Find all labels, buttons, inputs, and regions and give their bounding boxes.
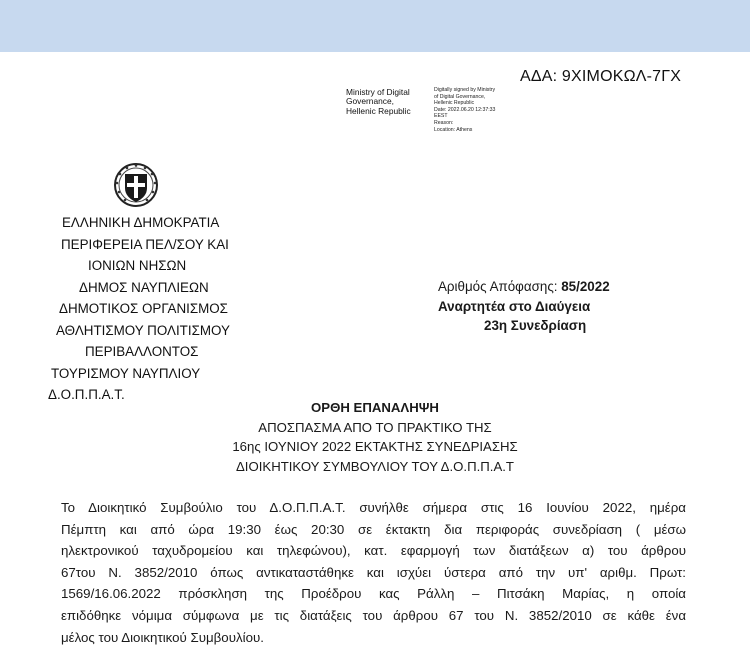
issuer-block (48, 212, 268, 406)
digital-signature-details (434, 87, 534, 133)
digital-signature-signer (346, 88, 430, 116)
signer-line: Governance, (346, 96, 394, 107)
document-subtitle-line: 16ης ΙΟΥΝΙΟΥ 2022 ΕΚΤΑΚΤΗΣ ΣΥΝΕΔΡΙΑΣΗΣ (232, 439, 518, 455)
issuer-line: ΠΕΡΙΦΕΡΕΙΑ ΠΕΛ/ΣΟΥ ΚΑΙ (61, 236, 229, 252)
body-line: επιδόθηκε νόμιμα σύμφωνα με τις διατάξεις του άρθρου 67 του Ν. 3852/2010 σε κάθε ένα (61, 607, 686, 623)
issuer-line: ΤΟΥΡΙΣΜΟΥ ΝΑΥΠΛΙΟΥ (51, 365, 201, 381)
issuer-line: ΙΟΝΙΩΝ ΝΗΣΩΝ (88, 258, 187, 273)
session-number: 23η Συνεδρίαση (484, 318, 587, 333)
document-top-bar (0, 0, 750, 52)
decision-number-label: Αριθμός Απόφασης: (438, 279, 558, 294)
body-paragraph (61, 497, 686, 648)
body-line: 1569/16.06.2022 πρόσκληση της Προέδρου κας Ράλλη – Πιτσάκη Μαρίας, η οποία (61, 586, 686, 602)
signer-line: Hellenic Republic (346, 105, 411, 116)
issuer-line: ΕΛΛΗΝΙΚΗ ΔΗΜΟΚΡΑΤΙΑ (62, 215, 220, 230)
signature-detail-line: Hellenic Republic (434, 100, 475, 107)
body-line: 67του Ν. 3852/2010 όπως αντικαταστάθηκε και ισχύει ύστερα από την υπ' αριθμ. Πρωτ: (61, 564, 686, 580)
document-subtitle-line: ΔΙΟΙΚΗΤΙΚΟΥ ΣΥΜΒΟΥΛΙΟΥ ΤΟΥ Δ.Ο.Π.Π.Α.Τ (236, 459, 514, 475)
diavgeia-posting-note: Αναρτητέα στο Διαύγεια (438, 298, 591, 314)
document-title-block (190, 398, 560, 477)
body-line: μέλος του Διοικητικού Συμβουλίου. (61, 629, 264, 645)
issuer-line: ΔΗΜΟΣ ΝΑΥΠΛΙΕΩΝ (79, 279, 209, 295)
signature-detail-line: EEST (434, 113, 448, 120)
document-title: ΟΡΘΗ ΕΠΑΝΑΛΗΨΗ (311, 400, 439, 415)
document-subtitle-line: ΑΠΟΣΠΑΣΜΑ ΑΠΟ ΤΟ ΠΡΑΚΤΙΚΟ ΤΗΣ (258, 419, 492, 435)
signature-detail-line: Reason: (434, 119, 454, 126)
decision-number: 85/2022 (561, 279, 610, 294)
body-line: Πέμπτη και από ώρα 19:30 έως 20:30 σε έκτακτη δια περιφοράς συνεδρίαση ( μέσω (61, 521, 686, 537)
signature-detail-line: of Digital Governance, (434, 93, 486, 100)
body-line: ηλεκτρονικού ταχυδρομείου και τηλεφώνου), κατ. εφαρμογή των διατάξεων α) του άρθρου (61, 543, 686, 559)
issuer-line: ΔΗΜΟΤΙΚΟΣ ΟΡΓΑΝΙΣΜΟΣ (59, 301, 228, 316)
issuer-line: ΑΘΛΗΤΙΣΜΟΥ ΠΟΛΙΤΙΣΜΟΥ (56, 322, 230, 338)
decision-block (438, 277, 688, 336)
issuer-line: Δ.Ο.Π.Π.Α.Τ. (48, 387, 125, 402)
signature-detail-line: Location: Athens (434, 126, 473, 133)
signer-line: Ministry of Digital (346, 87, 410, 97)
ada-code: ΑΔΑ: 9ΧΙΜΟΚΩΛ-7ΓΧ (520, 68, 682, 85)
issuer-line: ΠΕΡΙΒΑΛΛΟΝΤΟΣ (85, 344, 199, 359)
hellenic-republic-emblem-icon (112, 161, 160, 209)
signature-detail-line: Date: 2022.06.20 12:37:33 (434, 106, 496, 113)
decision-number-row (438, 277, 688, 297)
body-line: Το Διοικητικό Συμβούλιο του Δ.Ο.Π.Π.Α.Τ. συνήλθε σήμερα στις 16 Ιουνίου 2022, ημέρα (61, 500, 686, 515)
signature-detail-line: Digitally signed by Ministry (434, 87, 496, 93)
